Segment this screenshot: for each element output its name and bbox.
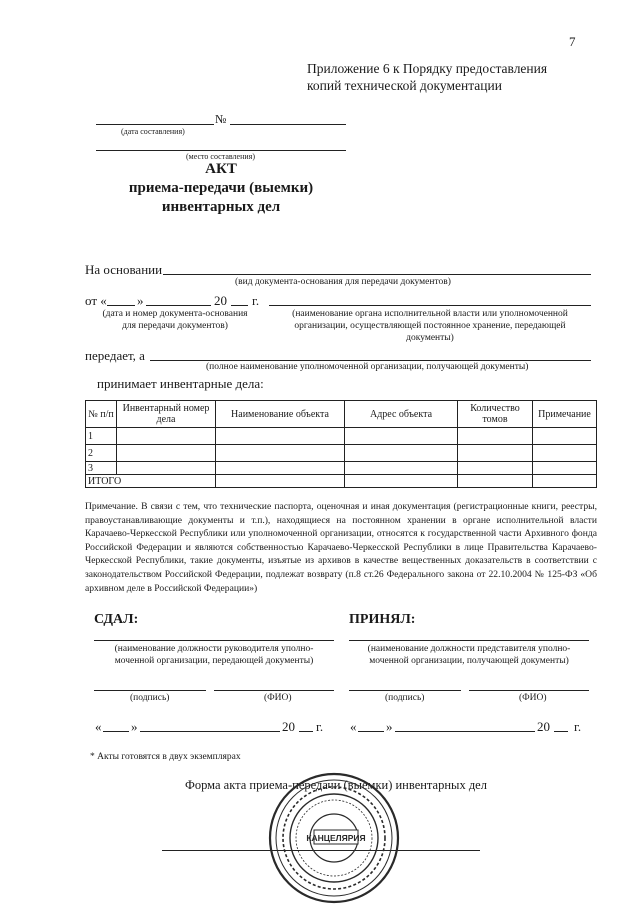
- table-cell: [345, 428, 458, 445]
- form-caption: Форма акта приема-передачи (выемки) инвентарных дел: [185, 778, 487, 792]
- basis-caption: (вид документа-основания для передачи документов): [235, 277, 451, 287]
- seal-center-text: КАНЦЕЛЯРИЯ: [306, 833, 366, 843]
- appendix-line-2: копий технической документации: [307, 78, 502, 93]
- from-year-suffix: г.: [252, 293, 260, 308]
- basis-caption-right-3: документы): [406, 333, 454, 343]
- accepted-date-close: »: [386, 719, 393, 734]
- handed-name-line: [214, 690, 334, 691]
- handed-day-line: [103, 731, 129, 732]
- act-title-line-2: приема-передачи (выемки): [128, 180, 314, 196]
- handed-month-line: [140, 731, 280, 732]
- accepted-sign-line: [349, 690, 461, 691]
- table-row: [86, 462, 597, 475]
- number-sign: №: [215, 112, 227, 126]
- handed-year-line: [299, 731, 313, 732]
- handed-title: СДАЛ:: [94, 612, 139, 627]
- handed-name-caption: (ФИО): [264, 693, 292, 703]
- act-title: [96, 160, 346, 217]
- accepted-title: ПРИНЯЛ:: [349, 612, 416, 627]
- table-cell: [458, 428, 533, 445]
- row-number: 1: [86, 428, 117, 445]
- handed-caption: [94, 643, 334, 667]
- handed-position-line: [94, 640, 334, 641]
- accepted-year-suffix: г.: [574, 719, 582, 734]
- page-number: 7: [569, 34, 576, 49]
- handed-year-prefix: 20: [282, 719, 295, 734]
- from-month-line: [146, 305, 211, 306]
- table-cell: [533, 445, 597, 462]
- authority-line: [269, 305, 591, 306]
- table-cell: [533, 475, 597, 488]
- handed-caption-2: моченной организации, передающей документы): [114, 656, 314, 666]
- table-cell: [458, 475, 533, 488]
- basis-caption-right: [269, 308, 591, 344]
- inventory-table: [85, 400, 597, 488]
- accepted-name-line: [469, 690, 589, 691]
- col-volumes-header: Количество томов: [458, 401, 533, 428]
- accepted-date-open: «: [350, 719, 357, 734]
- table-cell: [216, 475, 345, 488]
- accepted-day-line: [358, 731, 384, 732]
- transfer-line: [150, 360, 591, 361]
- transfer-caption: (полное наименование уполномоченной организации, получающей документы): [206, 362, 529, 372]
- handed-date-close: »: [131, 719, 138, 734]
- handed-sign-caption: (подпись): [130, 693, 170, 703]
- basis-caption-left-2: для передачи документов): [122, 321, 228, 331]
- table-cell: [345, 445, 458, 462]
- accepted-name-caption: (ФИО): [519, 693, 547, 703]
- col-address-header: Адрес объекта: [345, 401, 458, 428]
- basis-caption-right-2: организации, осуществляющей постоянное хранение, передающей: [294, 321, 566, 331]
- table-cell: [533, 428, 597, 445]
- accepted-position-line: [349, 640, 589, 641]
- table-cell: [345, 475, 458, 488]
- table-cell: [216, 445, 345, 462]
- handed-caption-1: (наименование должности руководителя уполно-: [114, 644, 314, 654]
- table-cell: [216, 428, 345, 445]
- basis-line: [163, 274, 591, 275]
- date-caption: (дата составления): [121, 127, 185, 136]
- table-cell: [533, 462, 597, 475]
- table-row: [86, 445, 597, 462]
- act-title-line-3: инвентарных дел: [161, 199, 281, 215]
- accepts-label: принимает инвентарные дела:: [97, 376, 264, 391]
- footnote: * Акты готовятся в двух экземплярах: [90, 752, 241, 762]
- appendix-line-1: Приложение 6 к Порядку предоставления: [307, 61, 548, 76]
- col-number-header: № п/п: [86, 401, 117, 428]
- col-object-name-header: Наименование объекта: [216, 401, 345, 428]
- row-number: 2: [86, 445, 117, 462]
- table-cell: [117, 462, 216, 475]
- basis-caption-right-1: (наименование органа исполнительной власти или уполномоченной: [292, 309, 568, 319]
- accepted-year-prefix: 20: [537, 719, 550, 734]
- col-note-header: Примечание: [533, 401, 597, 428]
- basis-caption-left: [85, 308, 265, 332]
- table-cell: [458, 462, 533, 475]
- table-row: [86, 428, 597, 445]
- act-title-line-1: АКТ: [205, 161, 237, 177]
- col-inventory-number-header: Инвентарный номер дела: [117, 401, 216, 428]
- transfer-label: передает, а: [85, 348, 145, 363]
- from-year-prefix: 20: [214, 293, 227, 308]
- accepted-caption-2: моченной организации, получающей документы): [369, 656, 569, 666]
- table-cell: [117, 445, 216, 462]
- handed-sign-line: [94, 690, 206, 691]
- table-cell: [458, 445, 533, 462]
- official-seal: [254, 768, 414, 904]
- number-line: [230, 124, 346, 125]
- basis-caption-left-1: (дата и номер документа-основания: [102, 309, 248, 319]
- basis-label: На основании: [85, 262, 163, 277]
- table-header-row: [86, 401, 597, 428]
- accepted-caption: [349, 643, 589, 667]
- from-prefix: от «: [85, 293, 107, 308]
- table-cell: [117, 428, 216, 445]
- from-year-line: [231, 305, 248, 306]
- total-label: ИТОГО: [86, 475, 216, 488]
- from-day-line: [107, 305, 135, 306]
- table-cell: [216, 462, 345, 475]
- handed-date-open: «: [95, 719, 102, 734]
- place-line: [96, 150, 346, 151]
- handed-year-suffix: г.: [316, 719, 324, 734]
- accepted-sign-caption: (подпись): [385, 693, 425, 703]
- accepted-month-line: [395, 731, 535, 732]
- table-total-row: [86, 475, 597, 488]
- table-cell: [345, 462, 458, 475]
- note-paragraph: Примечание. В связи с тем, что технические паспорта, оценочная и иная документация (регистрационные книги, реестры, правоустанавливающие документы и т.п.), находящиеся на постоянном хранении в органе исполнительной власти Карачаево-Черкесской Республики или уполномоченной организации, относятся к государственной части Архивного фонда Российской Федерации и являются собственностью Карачаево-Черкесской Республики в лице Правительства Карачаево-Черкесской Республики, такие документы, изъятые из архивов в качестве вещественных доказательств в соответствии с законодательством Российской Федерации, подлежат возврату (п.8 ст.26 Федерального закона от 22.10.2004 № 125-ФЗ «Об архивном деле в Российской Федерации»): [85, 501, 597, 594]
- accepted-year-line: [554, 731, 568, 732]
- row-number: 3: [86, 462, 117, 475]
- from-quote-close: »: [137, 293, 144, 308]
- date-line: [96, 124, 214, 125]
- accepted-caption-1: (наименование должности представителя уполно-: [367, 644, 571, 654]
- place-caption: (место составления): [186, 152, 255, 161]
